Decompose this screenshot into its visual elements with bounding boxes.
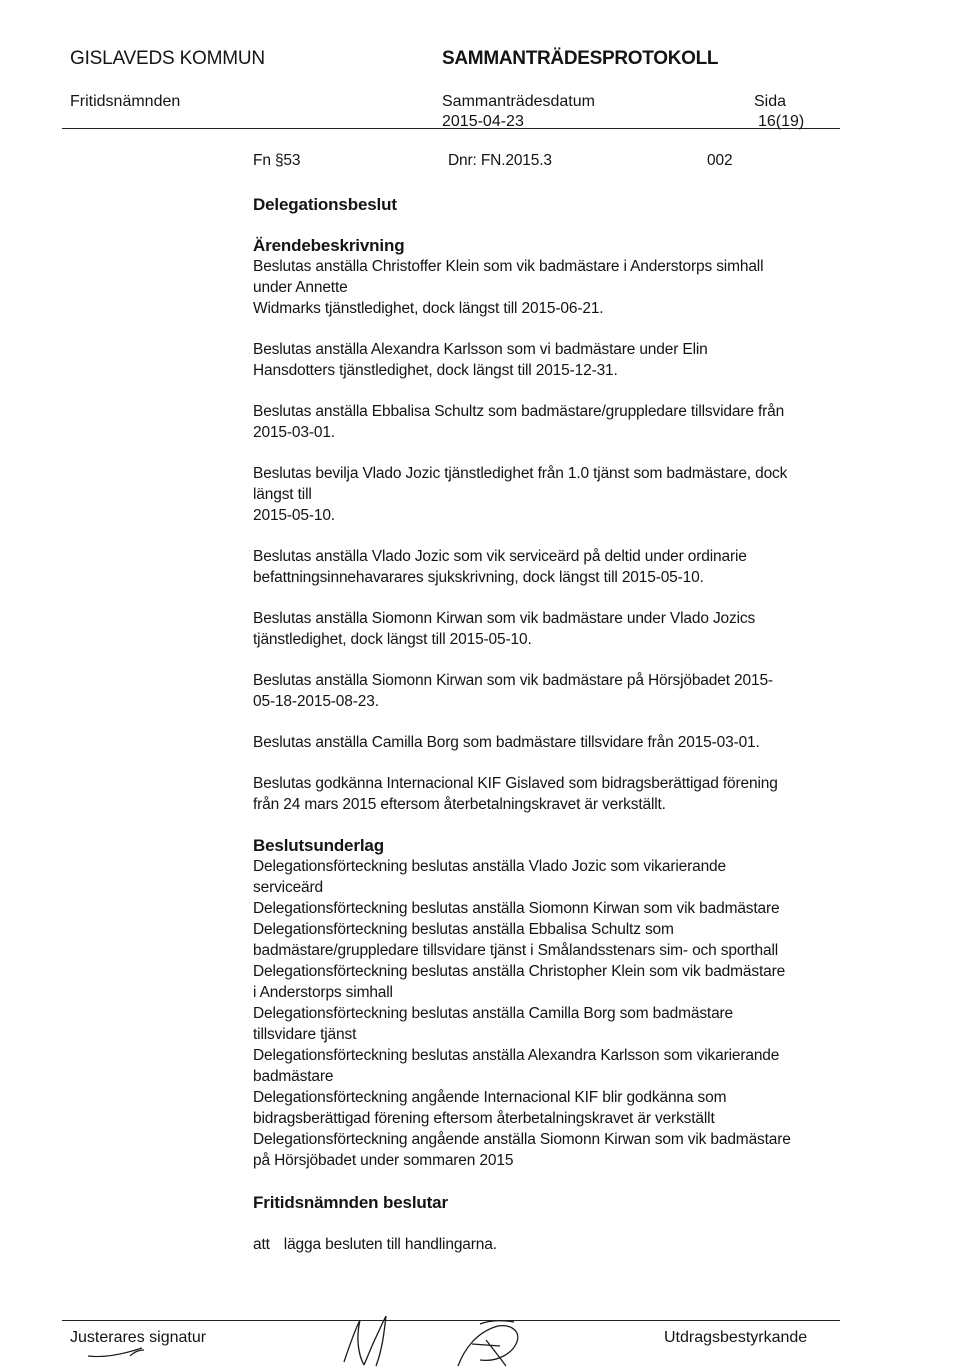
arende-paragraph bbox=[253, 732, 843, 753]
initials-scribble bbox=[84, 1342, 154, 1362]
text-line: Beslutas bevilja Vlado Jozic tjänstledighet från 1.0 tjänst som badmästare, dock bbox=[253, 465, 788, 482]
underlag-line: Delegationsförteckning beslutas anställa Ebbalisa Schultz som bbox=[253, 921, 674, 938]
text-line: tjänstledighet, dock längst till 2015-05-10. bbox=[253, 631, 532, 648]
underlag-heading: Beslutsunderlag bbox=[253, 836, 384, 855]
arende-paragraph bbox=[253, 608, 843, 650]
decision-heading: Fritidsnämnden beslutar bbox=[253, 1193, 448, 1212]
underlag-line: badmästare bbox=[253, 1068, 334, 1085]
underlag-line: Delegationsförteckning beslutas anställa Vlado Jozic som vikarierande bbox=[253, 858, 726, 875]
text-line: Beslutas anställa Siomonn Kirwan som vik badmästare på Hörsjöbadet 2015- bbox=[253, 672, 773, 689]
arende-heading: Ärendebeskrivning bbox=[253, 236, 405, 255]
underlag-line: badmästare/gruppledare tillsvidare tjänst i Smålandsstenars sim- och sporthall bbox=[253, 942, 779, 959]
underlag-line: Delegationsförteckning angående Internacional KIF blir godkänna som bbox=[253, 1089, 727, 1106]
diary-number: Dnr: FN.2015.3 bbox=[448, 152, 552, 169]
underlag-line: serviceärd bbox=[253, 879, 323, 896]
decision-row bbox=[253, 1234, 843, 1255]
underlag-line: Delegationsförteckning beslutas anställa Camilla Borg som badmästare bbox=[253, 1005, 734, 1022]
protocol-body bbox=[253, 150, 843, 1255]
case-code: 002 bbox=[707, 152, 733, 169]
underlag-line: Delegationsförteckning angående anställa Siomonn Kirwan som vik badmästare bbox=[253, 1131, 791, 1148]
arende-paragraph bbox=[253, 670, 843, 712]
text-line: Beslutas anställa Camilla Borg som badmästare tillsvidare från 2015-03-01. bbox=[253, 734, 760, 751]
text-line: Hansdotters tjänstledighet, dock längst till 2015-12-31. bbox=[253, 362, 618, 379]
handwritten-signatures bbox=[330, 1310, 540, 1370]
arende-paragraph bbox=[253, 401, 843, 443]
text-line: från 24 mars 2015 eftersom återbetalningskravet är verkställt. bbox=[253, 796, 666, 813]
page-number: 16(19) bbox=[758, 113, 805, 130]
underlag-line: i Anderstorps simhall bbox=[253, 984, 393, 1001]
text-line: Beslutas anställa Vlado Jozic som vik serviceärd på deltid under ordinarie bbox=[253, 548, 747, 565]
arende-paragraph bbox=[253, 773, 843, 815]
section-title: Delegationsbeslut bbox=[253, 195, 397, 214]
text-line: Beslutas anställa Alexandra Karlsson som vi badmästare under Elin bbox=[253, 341, 708, 358]
header-divider bbox=[62, 128, 840, 129]
underlag-list bbox=[253, 856, 843, 1171]
arende-paragraph bbox=[253, 546, 843, 588]
text-line: längst till bbox=[253, 486, 312, 503]
text-line: Beslutas anställa Christoffer Klein som vik badmästare i Anderstorps simhall bbox=[253, 258, 764, 275]
arende-paragraph bbox=[253, 339, 843, 381]
text-line: 05-18-2015-08-23. bbox=[253, 693, 379, 710]
meeting-date-label: Sammanträdesdatum bbox=[442, 93, 595, 110]
decision-text: lägga besluten till handlingarna. bbox=[283, 1236, 497, 1253]
text-line: under Annette bbox=[253, 279, 348, 296]
committee-name: Fritidsnämnden bbox=[70, 93, 181, 110]
text-line: befattningsinnehavarares sjukskrivning, dock längst till 2015-05-10. bbox=[253, 569, 704, 586]
underlag-line: på Hörsjöbadet under sommaren 2015 bbox=[253, 1152, 514, 1169]
organization-name: GISLAVEDS KOMMUN bbox=[70, 48, 265, 69]
underlag-line: Delegationsförteckning beslutas anställa Siomonn Kirwan som vik badmästare bbox=[253, 900, 780, 917]
paragraph-number: Fn §53 bbox=[253, 152, 301, 169]
case-meta bbox=[253, 150, 843, 174]
meeting-date-value: 2015-04-23 bbox=[442, 113, 524, 130]
text-line: Widmarks tjänstledighet, dock längst till 2015-06-21. bbox=[253, 300, 604, 317]
text-line: Beslutas godkänna Internacional KIF Gislaved som bidragsberättigad förening bbox=[253, 775, 778, 792]
arende-paragraph bbox=[253, 463, 843, 526]
text-line: Beslutas anställa Siomonn Kirwan som vik badmästare under Vlado Jozics bbox=[253, 610, 756, 627]
text-line: 2015-03-01. bbox=[253, 424, 335, 441]
arende-paragraph bbox=[253, 256, 843, 319]
underlag-line: tillsvidare tjänst bbox=[253, 1026, 357, 1043]
text-line: 2015-05-10. bbox=[253, 507, 335, 524]
underlag-line: bidragsberättigad förening eftersom återbetalningskravet är verkställt bbox=[253, 1110, 715, 1127]
certification-label: Utdragsbestyrkande bbox=[664, 1329, 808, 1346]
arende-paragraphs bbox=[253, 256, 843, 815]
att-label: att bbox=[253, 1236, 270, 1253]
page-label: Sida bbox=[754, 93, 787, 110]
text-line: Beslutas anställa Ebbalisa Schultz som badmästare/gruppledare tillsvidare från bbox=[253, 403, 785, 420]
underlag-line: Delegationsförteckning beslutas anställa Christopher Klein som vik badmästare bbox=[253, 963, 786, 980]
underlag-line: Delegationsförteckning beslutas anställa Alexandra Karlsson som vikarierande bbox=[253, 1047, 780, 1064]
signature-label: Justerares signatur bbox=[70, 1329, 207, 1346]
document-title: SAMMANTRÄDESPROTOKOLL bbox=[442, 48, 719, 69]
